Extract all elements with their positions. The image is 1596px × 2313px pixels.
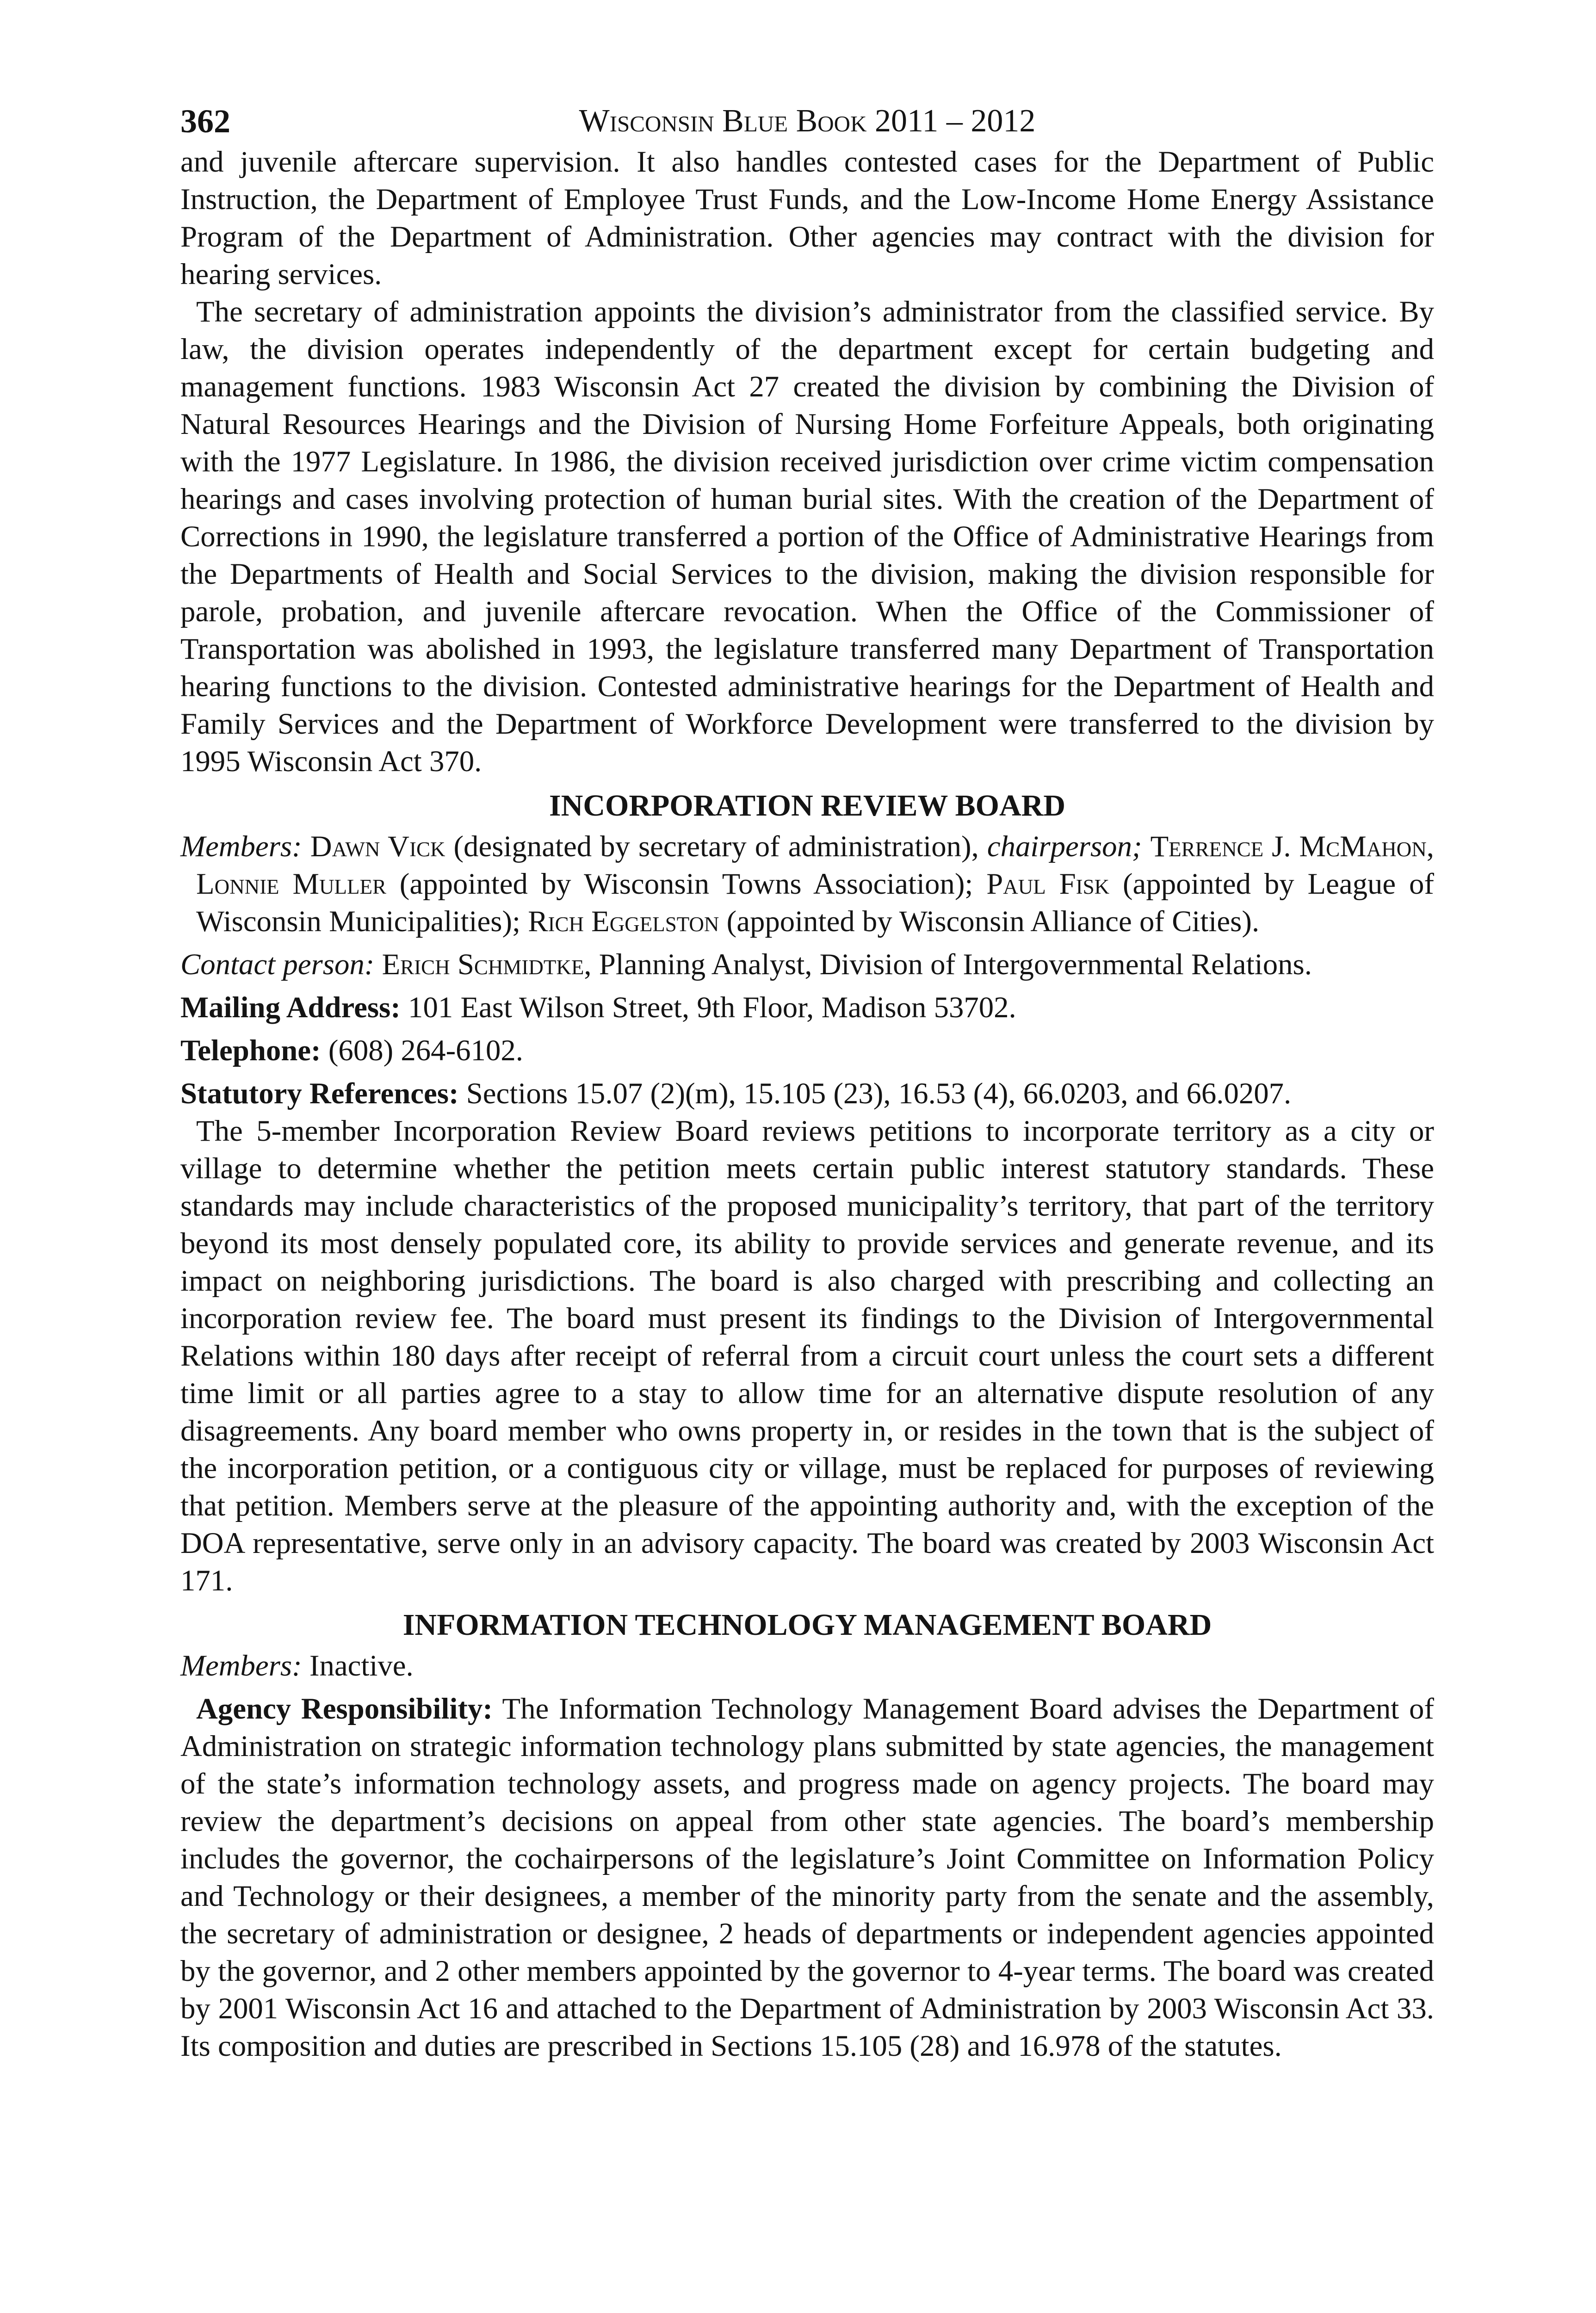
statutory-references-label: Statutory References: — [180, 1077, 459, 1110]
intro-paragraph-1: and juvenile aftercare supervision. It also handles contested cases for the Department of Public Instruction, the Department of Employee Trust Funds, and the Low-Income Home Energy Assistance Program of the Department of Administration. Other agencies may contract with the division for hearing services. — [180, 145, 1434, 291]
members-label: Members: — [180, 1649, 302, 1682]
member-note: (appointed by Wisconsin Alliance of Cities). — [719, 905, 1260, 938]
telephone-label: Telephone: — [180, 1034, 321, 1067]
page-number: 362 — [180, 103, 230, 140]
document-page — [180, 88, 1434, 2065]
member-name: Paul Fisk — [986, 867, 1110, 901]
irb-description: The 5-member Incorporation Review Board reviews petitions to incorporate territory as a city or village to determine whether the petition meets certain public interest statutory standards. These standards may include characteristics of the proposed municipality’s territory, that part of the territory beyond its most densely populated core, its ability to provide services and generate revenue, and its impact on neighboring jurisdictions. The board is also charged with prescribing and collecting an incorporation review fee. The board must present its findings to the Division of Intergovernmental Relations within 180 days after receipt of referral from a circuit court unless the court sets a different time limit or all parties agree to a stay to allow time for an alternative dispute resolution of any disagreements. Any board member who owns property in, or resides in the town that is the subject of the incorporation petition, or a contiguous city or village, must be replaced for purposes of reviewing that petition. Members serve at the pleasure of the appointing authority and, with the exception of the DOA representative, serve only in an advisory capacity. The board was created by 2003 Wisconsin Act 171. — [180, 1114, 1434, 1597]
member-role: chairperson; — [987, 830, 1142, 863]
contact-title: , Planning Analyst, Division of Intergovernmental Relations. — [584, 948, 1312, 981]
member-name: Dawn Vick — [310, 830, 445, 863]
irb-contact — [180, 946, 1434, 983]
irb-mailing-address — [180, 989, 1434, 1027]
member-note: (appointed by League of Wisconsin Municipalities); — [196, 867, 1434, 938]
mailing-address-label: Mailing Address: — [180, 991, 401, 1024]
irb-members — [180, 828, 1434, 940]
separator: , — [1426, 830, 1434, 863]
agency-responsibility-text: The Information Technology Management Board advises the Department of Administration on strategic information technology plans submitted by state agencies, the management of the state’s information technology assets, and progress made on agency projects. The board may review the department’s decisions on appeal from other state agencies. The board’s membership includes the governor, the cochairpersons of the legislature’s Joint Committee on Information Policy and Technology or their designees, a member of the minority party from the senate and the assembly, the secretary of administration or designee, 2 heads of departments or independent agencies appointed by the governor, and 2 other members appointed by the governor to 4-year terms. The board was created by 2001 Wisconsin Act 16 and attached to the Department of Administration by 2003 Wisconsin Act 33. Its composition and duties are prescribed in Sections 15.105 (28) and 16.978 of the statutes. — [180, 1692, 1434, 2063]
page-body — [180, 143, 1434, 2065]
information-technology-management-board-heading: INFORMATION TECHNOLOGY MANAGEMENT BOARD — [402, 1608, 1212, 1642]
mailing-address-value: 101 East Wilson Street, 9th Floor, Madison 53702. — [400, 991, 1016, 1024]
irb-telephone — [180, 1032, 1434, 1070]
irb-statutory-references — [180, 1075, 1434, 1113]
member-name: Lonnie Muller — [196, 867, 386, 901]
members-label: Members: — [180, 830, 302, 863]
contact-name: Erich Schmidtke — [382, 948, 584, 981]
member-name: Rich Eggelston — [528, 905, 719, 938]
incorporation-review-board-heading: INCORPORATION REVIEW BOARD — [549, 789, 1065, 823]
running-title: Wisconsin Blue Book 2011 – 2012 — [579, 103, 1036, 139]
contact-label: Contact person: — [180, 948, 375, 981]
statutory-references-value: Sections 15.07 (2)(m), 15.105 (23), 16.53 (4), 66.0203, and 66.0207. — [458, 1077, 1292, 1110]
intro-paragraph-2: The secretary of administration appoints the division’s administrator from the classified service. By law, the division operates independently of the department except for certain budgeting and management functions. 1983 Wisconsin Act 27 created the division by combining the Division of Natural Resources Hearings and the Division of Nursing Home Forfeiture Appeals, both originating with the 1977 Legislature. In 1986, the division received jurisdiction over crime victim compensation hearings and cases involving protection of human burial sites. With the creation of the Department of Corrections in 1990, the legislature transferred a portion of the Office of Administrative Hearings from the Departments of Health and Social Services to the division, making the division responsible for parole, probation, and juvenile aftercare revocation. When the Office of the Commissioner of Transportation was abolished in 1993, the legislature transferred many Department of Transportation hearing functions to the division. Contested administrative hearings for the Department of Health and Family Services and the Department of Workforce Development were transferred to the division by 1995 Wisconsin Act 370. — [180, 295, 1434, 778]
member-note: (appointed by Wisconsin Towns Association); — [386, 867, 987, 901]
member-name: Terrence J. McMahon — [1150, 830, 1427, 863]
itmb-members — [180, 1647, 1434, 1685]
itmb-agency-responsibility — [180, 1690, 1434, 2065]
member-note: (designated by secretary of administration), — [445, 830, 987, 863]
agency-responsibility-label: Agency Responsibility: — [196, 1692, 493, 1725]
telephone-value: (608) 264-6102. — [321, 1034, 523, 1067]
page-header — [180, 88, 1434, 143]
members-value: Inactive. — [302, 1649, 414, 1682]
